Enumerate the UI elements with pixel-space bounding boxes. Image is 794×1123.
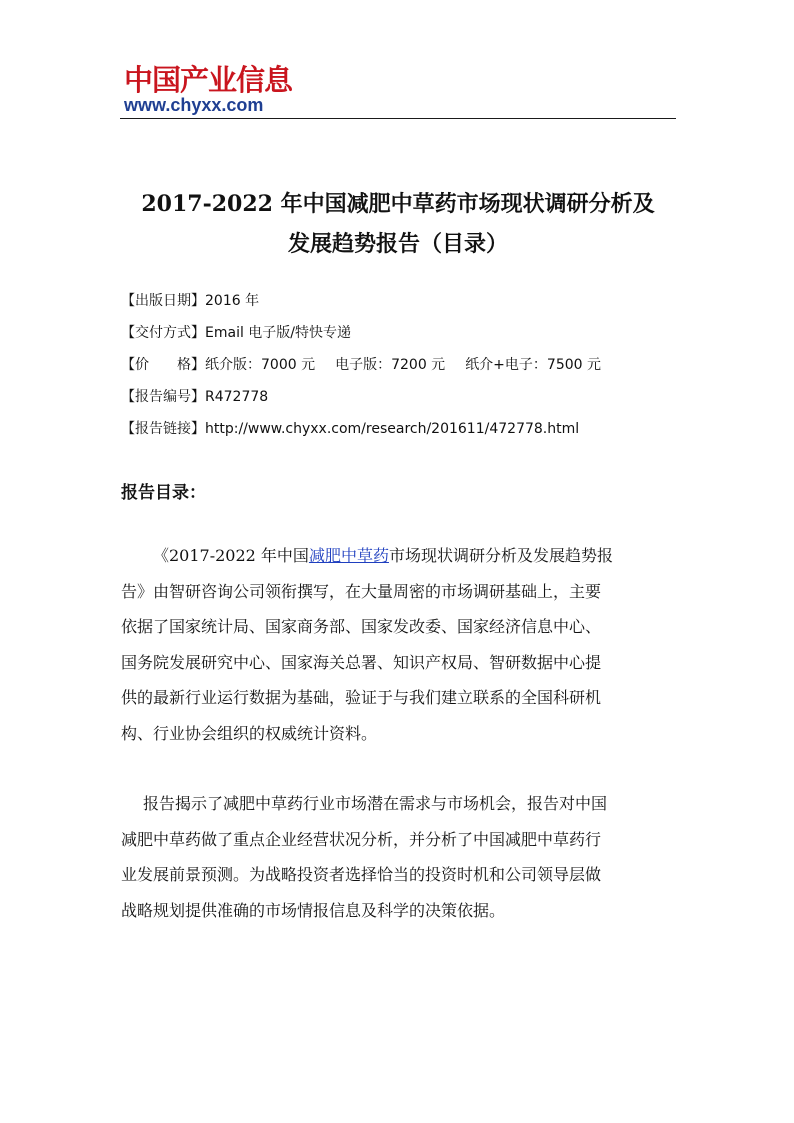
meta-delivery-label: 【交付方式】 <box>121 325 205 341</box>
intro-line-6: 构、行业协会组织的权威统计资料。 <box>121 723 378 743</box>
meta-report-link-label: 【报告链接】 <box>121 421 205 437</box>
meta-report-link-value[interactable]: http://www.chyxx.com/research/201611/472778.html <box>205 421 580 437</box>
meta-price-label: 【价 格】 <box>121 357 205 373</box>
meta-pub-date-value: 2016 年 <box>205 293 260 309</box>
intro-line-1-suffix: 市场现状调研分析及发展趋势报 <box>388 546 613 565</box>
intro-line-1 <box>121 538 677 574</box>
summary-line-2: 减肥中草药做了重点企业经营状况分析，并分析了中国减肥中草药行 <box>121 829 602 849</box>
summary-line-1-text: 报告揭示了减肥中草药行业市场潜在需求与市场机会，报告对中国 <box>143 794 608 813</box>
meta-price <box>121 349 681 381</box>
summary-line-3: 业发展前景预测。为战略投资者选择恰当的投资时机和公司领导层做 <box>121 865 602 884</box>
meta-price-both: 纸介+电子：7500 元 <box>465 357 601 373</box>
summary-paragraph <box>121 786 677 928</box>
intro-paragraph <box>121 538 677 751</box>
report-title-line1: 2017-2022 年中国减肥中草药市场现状调研分析及 <box>141 191 655 217</box>
intro-line-3: 依据了国家统计局、国家商务部、国家发改委、国家经济信息中心、 <box>121 617 602 636</box>
logo-chinese-text: 中国产业信息 <box>124 63 293 97</box>
summary-line-1 <box>121 786 677 822</box>
logo-url-text: www.chyxx.com <box>124 95 264 115</box>
meta-delivery-value: Email 电子版/特快专递 <box>205 325 352 341</box>
keyword-link[interactable]: 减肥中草药 <box>308 546 389 565</box>
report-title-line2: 发展趋势报告（目录） <box>287 231 508 257</box>
meta-report-no-value: R472778 <box>205 389 269 405</box>
meta-pub-date-label: 【出版日期】 <box>121 293 205 309</box>
header-divider <box>120 118 676 119</box>
meta-report-no-label: 【报告编号】 <box>121 389 205 405</box>
report-title <box>118 184 678 264</box>
meta-pub-date <box>121 285 681 317</box>
site-logo[interactable] <box>124 64 294 115</box>
intro-line-4: 国务院发展研究中心、国家海关总署、知识产权局、智研数据中心提 <box>121 652 602 672</box>
meta-report-link <box>121 413 681 445</box>
report-meta <box>121 285 681 445</box>
meta-delivery <box>121 317 681 349</box>
intro-line-5: 供的最新行业运行数据为基础，验证于与我们建立联系的全国科研机 <box>121 688 602 707</box>
intro-line-2: 告》由智研咨询公司领衔撰写，在大量周密的市场调研基础上，主要 <box>121 581 602 601</box>
meta-price-paper: 纸介版：7000 元 <box>205 357 316 373</box>
meta-price-electronic: 电子版：7200 元 <box>335 357 446 373</box>
summary-line-4: 战略规划提供准确的市场情报信息及科学的决策依据。 <box>121 900 506 920</box>
section-heading: 报告目录： <box>121 483 206 503</box>
meta-report-no <box>121 381 681 413</box>
intro-line-1-prefix: 《2017-2022 年中国 <box>153 546 309 565</box>
